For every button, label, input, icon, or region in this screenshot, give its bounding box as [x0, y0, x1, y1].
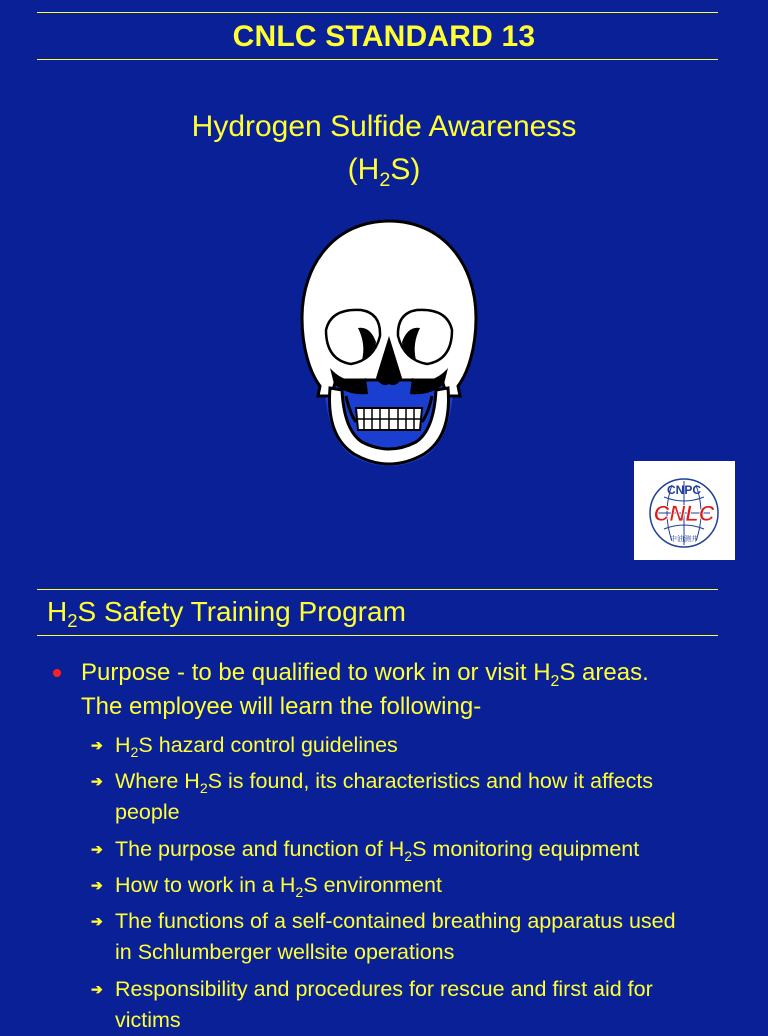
- arrow-icon: ➔: [91, 877, 103, 893]
- list-item: ➔ Where $H_2S$ is found, its characteristics and how it affects people: [115, 766, 715, 828]
- slide2-title: $H_2S$ Safety Training Program: [47, 596, 406, 632]
- purpose-line-2: The employee will learn the following-: [81, 693, 482, 720]
- arrow-icon: ➔: [91, 841, 103, 857]
- subtitle-line-1: Hydrogen Sulfide Awareness: [191, 110, 577, 143]
- purpose-line-1: Purpose - to be qualified to work in or visit $H_2S$ areas.: [81, 659, 649, 690]
- training-slide: [0, 580, 768, 1032]
- subtitle-line-2: $(H_2S)$: [347, 153, 421, 191]
- list-item: ➔ The functions of a self-contained breathing apparatus used in Schlumberger wellsite operations: [115, 906, 685, 968]
- slide-title: CNLC STANDARD 13: [232, 20, 536, 53]
- top-rule: [37, 12, 718, 13]
- cnlc-logo: [634, 461, 735, 560]
- arrow-icon: ➔: [91, 981, 103, 997]
- svg-text:中油测井: 中油测井: [670, 535, 698, 543]
- arrow-icon: ➔: [91, 913, 103, 929]
- arrow-icon: ➔: [91, 773, 103, 789]
- list-item: ➔ How to work in a $H_2S$ environment: [115, 870, 735, 901]
- title-underline: [37, 59, 718, 60]
- svg-text:CNPC: CNPC: [666, 483, 702, 497]
- slide2-title-underline: [37, 635, 718, 636]
- bullet-dot-icon: [53, 669, 61, 677]
- list-item: ➔ $H_2S$ hazard control guidelines: [115, 730, 735, 761]
- list-item: ➔ The purpose and function of $H_2S$ monitoring equipment: [115, 834, 735, 865]
- skull-icon: [296, 218, 482, 470]
- svg-text:CNLC: CNLC: [653, 501, 715, 526]
- purpose-bullet: [81, 656, 741, 724]
- arrow-icon: ➔: [91, 737, 103, 753]
- list-item: ➔ Responsibility and procedures for rescue and first aid for victims: [115, 974, 715, 1036]
- slide2-top-rule: [37, 589, 718, 590]
